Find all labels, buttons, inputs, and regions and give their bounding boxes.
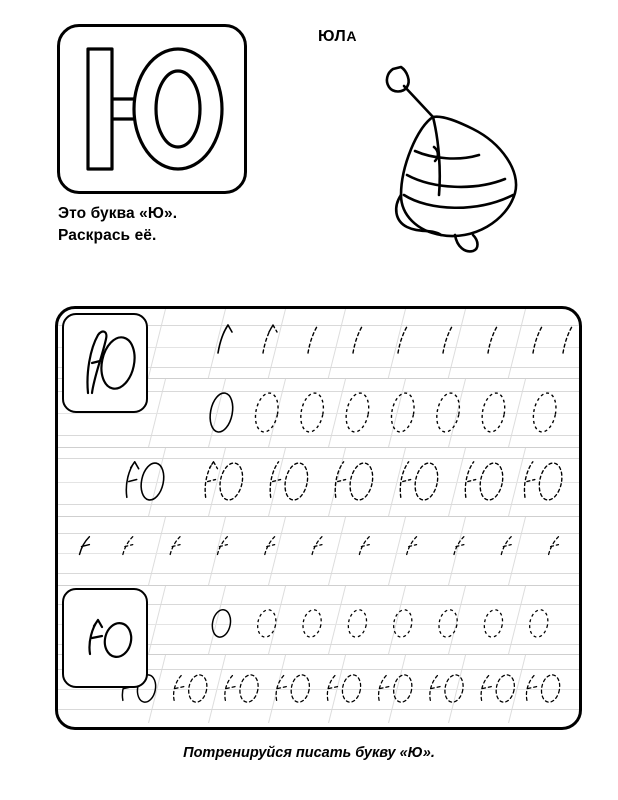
handwriting-practice-box — [55, 306, 582, 730]
practice-row — [58, 447, 579, 516]
capital-yu-cursive-model — [64, 315, 145, 410]
letter-yu-outline — [60, 27, 244, 191]
caption-line-2: Раскрась её. — [58, 227, 157, 244]
practice-row — [58, 585, 579, 654]
top-section — [0, 0, 618, 280]
model-letter-card-capital — [62, 313, 148, 413]
footer-instruction: Потренируйся писать букву «Ю». — [183, 745, 435, 761]
small-yu-cursive-model — [64, 590, 145, 685]
row-4-glyph-strokes — [58, 517, 579, 585]
practice-row — [58, 309, 579, 378]
word-label-rest: А — [346, 28, 358, 44]
letter-outline-card — [57, 24, 247, 194]
row-3-glyph-strokes — [58, 448, 579, 516]
model-letter-card-small — [62, 588, 148, 688]
spinning-top-toy-illustration — [355, 55, 545, 250]
word-label — [318, 28, 357, 46]
caption-block — [58, 203, 177, 247]
practice-row — [58, 516, 579, 585]
caption-line-1: Это буква «Ю». — [58, 205, 178, 222]
word-label-bold-part: ЮЛ — [318, 28, 347, 45]
